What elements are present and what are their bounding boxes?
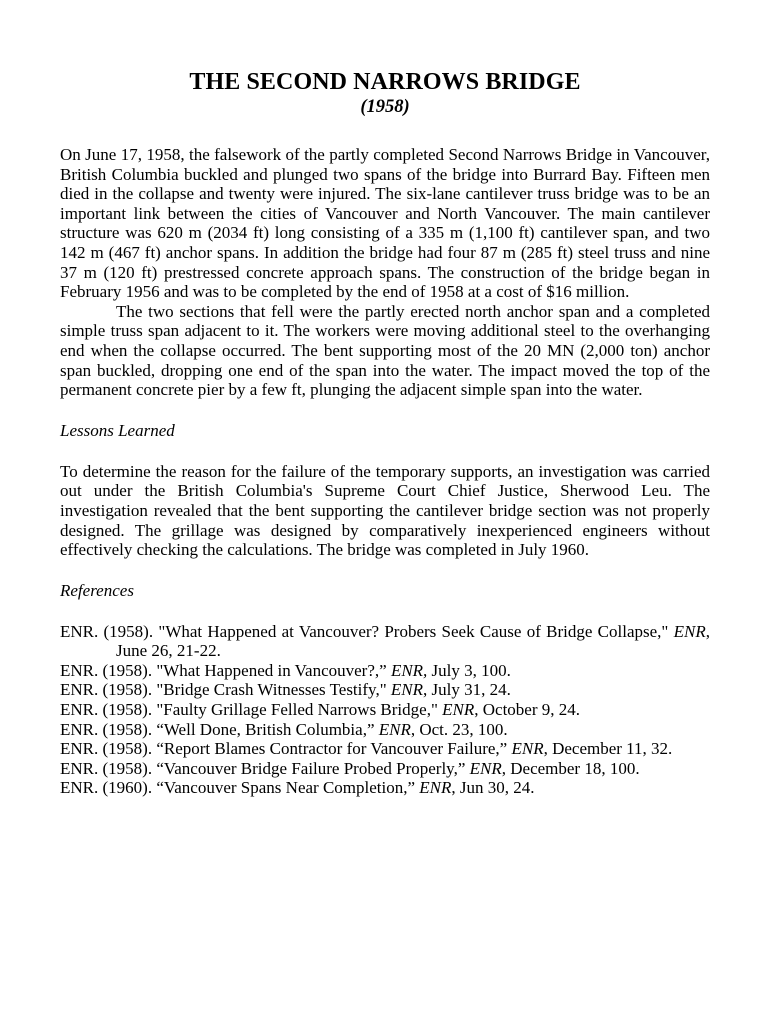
reference-text: ENR. (1958). "What Happened in Vancouver?,”	[60, 660, 391, 680]
reference-item	[60, 739, 710, 759]
reference-text: ENR. (1958). "Bridge Crash Witnesses Testify,"	[60, 680, 391, 700]
reference-details: , June 26, 21-22.	[116, 621, 710, 661]
document-title: THE SECOND NARROWS BRIDGE	[189, 69, 581, 95]
reference-item	[60, 700, 710, 720]
reference-details: , Jun 30, 24.	[451, 778, 535, 798]
document-subtitle: (1958)	[360, 97, 410, 117]
references-list	[60, 622, 710, 798]
collapse-paragraph: The two sections that fell were the partly erected north anchor span and a completed simple truss span adjacent to it. The workers were moving additional steel to the overhanging end when the collapse occurred. The bent supporting most of the 20 MN (2,000 ton) anchor span buckled, dropping one end of the span into the water. The impact moved the top of the permanent concrete pier by a few ft, plunging the adjacent simple span into the water.	[60, 301, 710, 400]
reference-journal: ENR	[673, 621, 706, 641]
reference-journal: ENR	[442, 700, 475, 720]
reference-details: , October 9, 24.	[474, 700, 581, 720]
reference-details: , December 18, 100.	[501, 758, 640, 778]
reference-journal: ENR	[419, 778, 452, 798]
reference-details: July 3, 100.	[427, 660, 511, 680]
reference-text: ENR. (1958). “Report Blames Contractor for Vancouver Failure,”	[60, 739, 512, 759]
lessons-heading: Lessons Learned	[60, 420, 175, 440]
reference-details: , Oct. 23, 100.	[410, 719, 508, 739]
lessons-paragraph: To determine the reason for the failure of the temporary supports, an investigation was carried out under the British Columbia's Supreme Court Chief Justice, Sherwood Leu. The investigation revealed that the bent supporting the cantilever bridge section was not properly designed. The grillage was designed by comparatively inexperienced engineers without effectively checking the calculations. The bridge was completed in July 1960.	[60, 461, 710, 560]
reference-journal: ENR	[469, 758, 502, 778]
reference-journal: ENR,	[390, 660, 428, 680]
reference-item	[60, 622, 710, 661]
reference-details: , July 31, 24.	[423, 680, 511, 700]
reference-journal: ENR	[378, 719, 411, 739]
document-page	[60, 68, 710, 798]
references-heading: References	[60, 580, 134, 600]
reference-journal: ENR	[511, 739, 544, 759]
reference-journal: ENR	[390, 680, 423, 700]
reference-item	[60, 680, 710, 700]
reference-item	[60, 661, 710, 681]
reference-text: ENR. (1958). “Well Done, British Columbia,”	[60, 719, 379, 739]
reference-item	[60, 720, 710, 740]
reference-text: ENR. (1958). “Vancouver Bridge Failure Probed Properly,”	[60, 758, 470, 778]
reference-item	[60, 759, 710, 779]
reference-details: , December 11, 32.	[543, 739, 673, 759]
reference-text: ENR. (1958). "What Happened at Vancouver? Probers Seek Cause of Bridge Collapse,"	[60, 621, 674, 641]
reference-text: ENR. (1958). "Faulty Grillage Felled Narrows Bridge,"	[60, 700, 443, 720]
reference-text: ENR. (1960). “Vancouver Spans Near Completion,”	[60, 778, 420, 798]
reference-item	[60, 778, 710, 798]
intro-paragraph: On June 17, 1958, the falsework of the partly completed Second Narrows Bridge in Vancouver, British Columbia buckled and plunged two spans of the bridge into Burrard Bay. Fifteen men died in the collapse and twenty were injured. The six-lane cantilever truss bridge was to be an important link between the cities of Vancouver and North Vancouver. The main cantilever structure was 620 m (2034 ft) long consisting of a 335 m (1,100 ft) cantilever span, and two 142 m (467 ft) anchor spans. In addition the bridge had four 87 m (285 ft) steel truss and nine 37 m (120 ft) prestressed concrete approach spans. The construction of the bridge began in February 1956 and was to be completed by the end of 1958 at a cost of $16 million.	[60, 145, 710, 302]
